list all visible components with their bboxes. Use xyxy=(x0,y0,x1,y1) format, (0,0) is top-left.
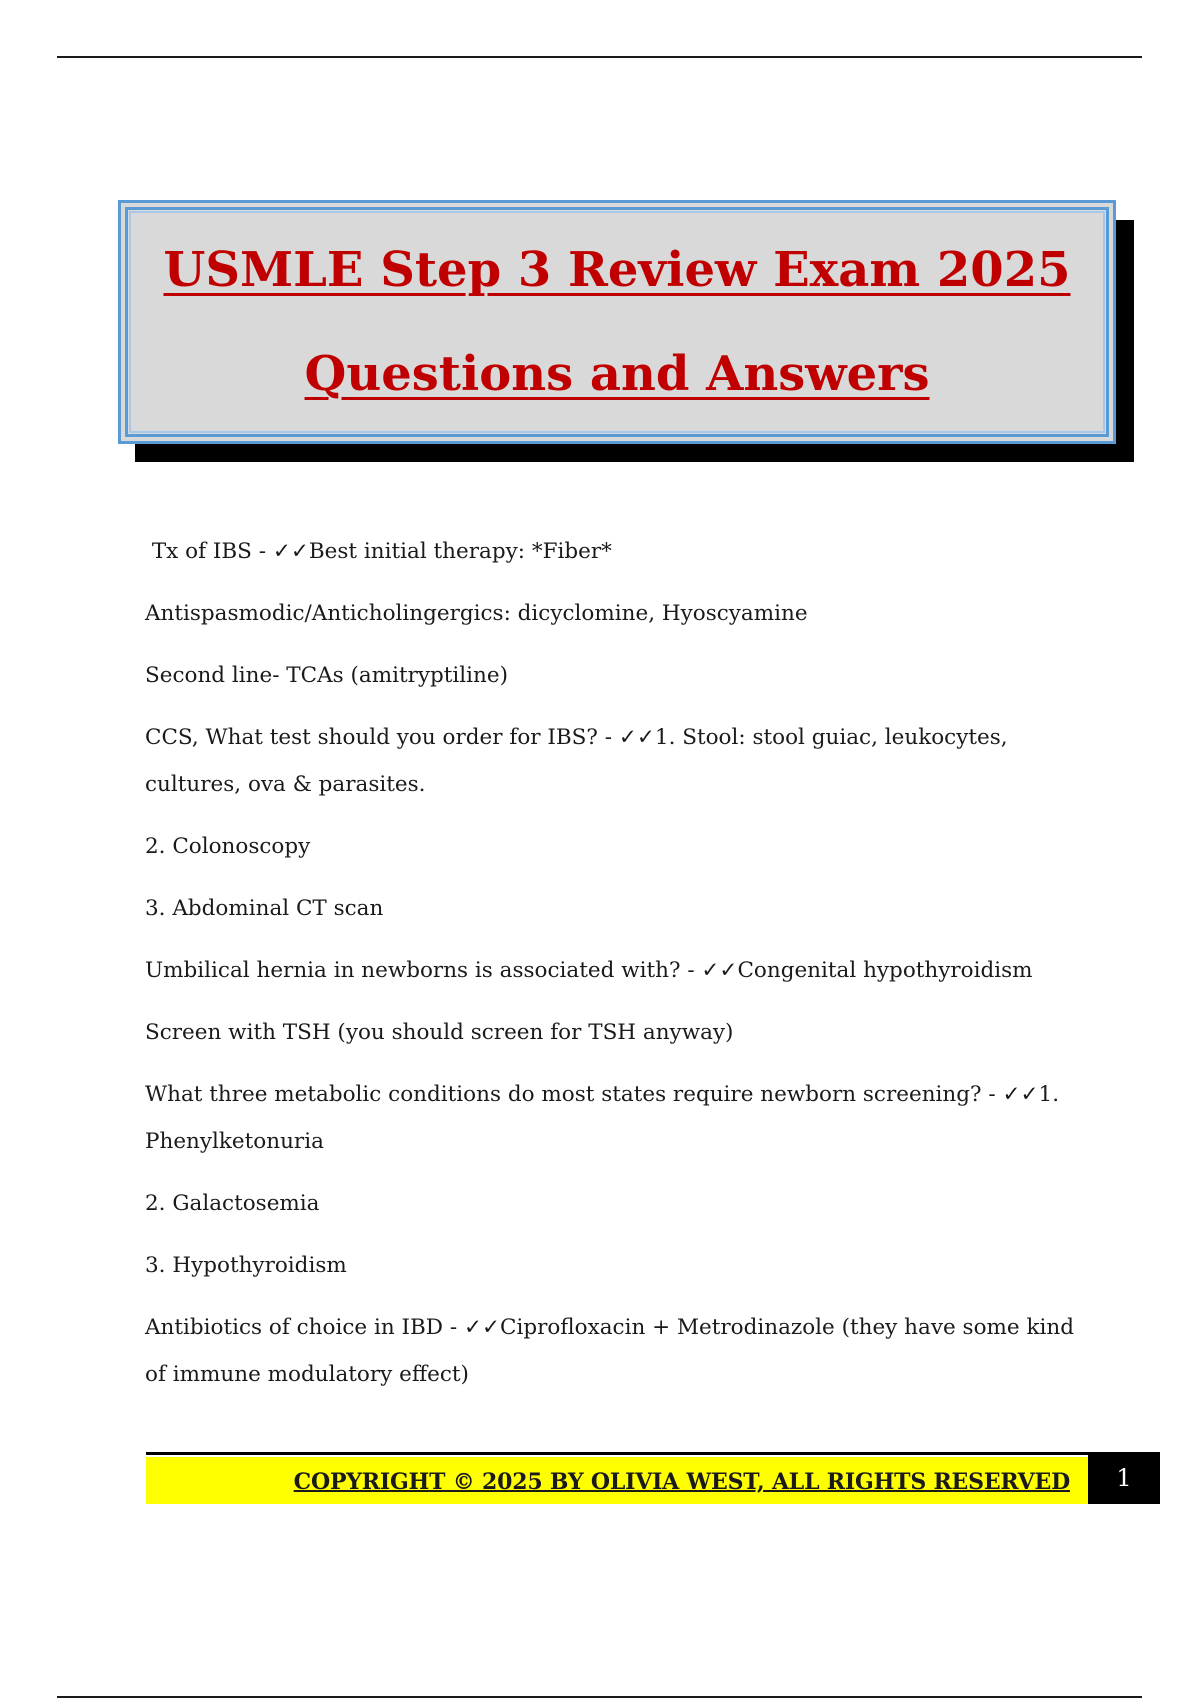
document-title-line-2: Questions and Answers xyxy=(304,346,930,402)
paragraph-screen-tsh: Screen with TSH (you should screen for TSH anyway) xyxy=(145,1020,734,1045)
document-body xyxy=(145,528,1095,1413)
title-box xyxy=(118,200,1116,444)
footer-rule xyxy=(146,1452,1088,1455)
copyright-notice: COPYRIGHT © 2025 BY OLIVIA WEST, ALL RIGHTS RESERVED xyxy=(293,1469,1070,1495)
paragraph-ccs-ibs-test: CCS, What test should you order for IBS? - ✓✓1. Stool: stool guiac, leukocytes, cultures, ova & parasites. xyxy=(145,725,1015,797)
paragraph-antispasmodics: Antispasmodic/Anticholingergics: dicyclomine, Hyoscyamine xyxy=(145,601,808,626)
bottom-rule xyxy=(57,1696,1142,1698)
paragraph-ibs-treatment: Tx of IBS - ✓✓Best initial therapy: *Fiber* xyxy=(145,539,612,564)
paragraph-newborn-screening: What three metabolic conditions do most states require newborn screening? - ✓✓1. Phenylketonuria xyxy=(145,1082,1066,1154)
paragraph-umbilical-hernia: Umbilical hernia in newborns is associated with? - ✓✓Congenital hypothyroidism xyxy=(145,958,1033,983)
paragraph-second-line: Second line- TCAs (amitryptiline) xyxy=(145,663,509,688)
page-number: 1 xyxy=(1088,1452,1160,1504)
paragraph-galactosemia: 2. Galactosemia xyxy=(145,1191,320,1216)
paragraph-ibd-antibiotics: Antibiotics of choice in IBD - ✓✓Ciprofloxacin + Metrodinazole (they have some kind of immune modulatory effect) xyxy=(145,1315,1081,1387)
title-box-inner xyxy=(129,211,1105,433)
paragraph-colonoscopy: 2. Colonoscopy xyxy=(145,834,311,859)
document-title-line-1: USMLE Step 3 Review Exam 2025 xyxy=(163,242,1071,298)
header-rule xyxy=(57,56,1142,58)
paragraph-hypothyroidism: 3. Hypothyroidism xyxy=(145,1253,347,1278)
footer-bar xyxy=(146,1457,1088,1504)
paragraph-abdominal-ct: 3. Abdominal CT scan xyxy=(145,896,384,921)
